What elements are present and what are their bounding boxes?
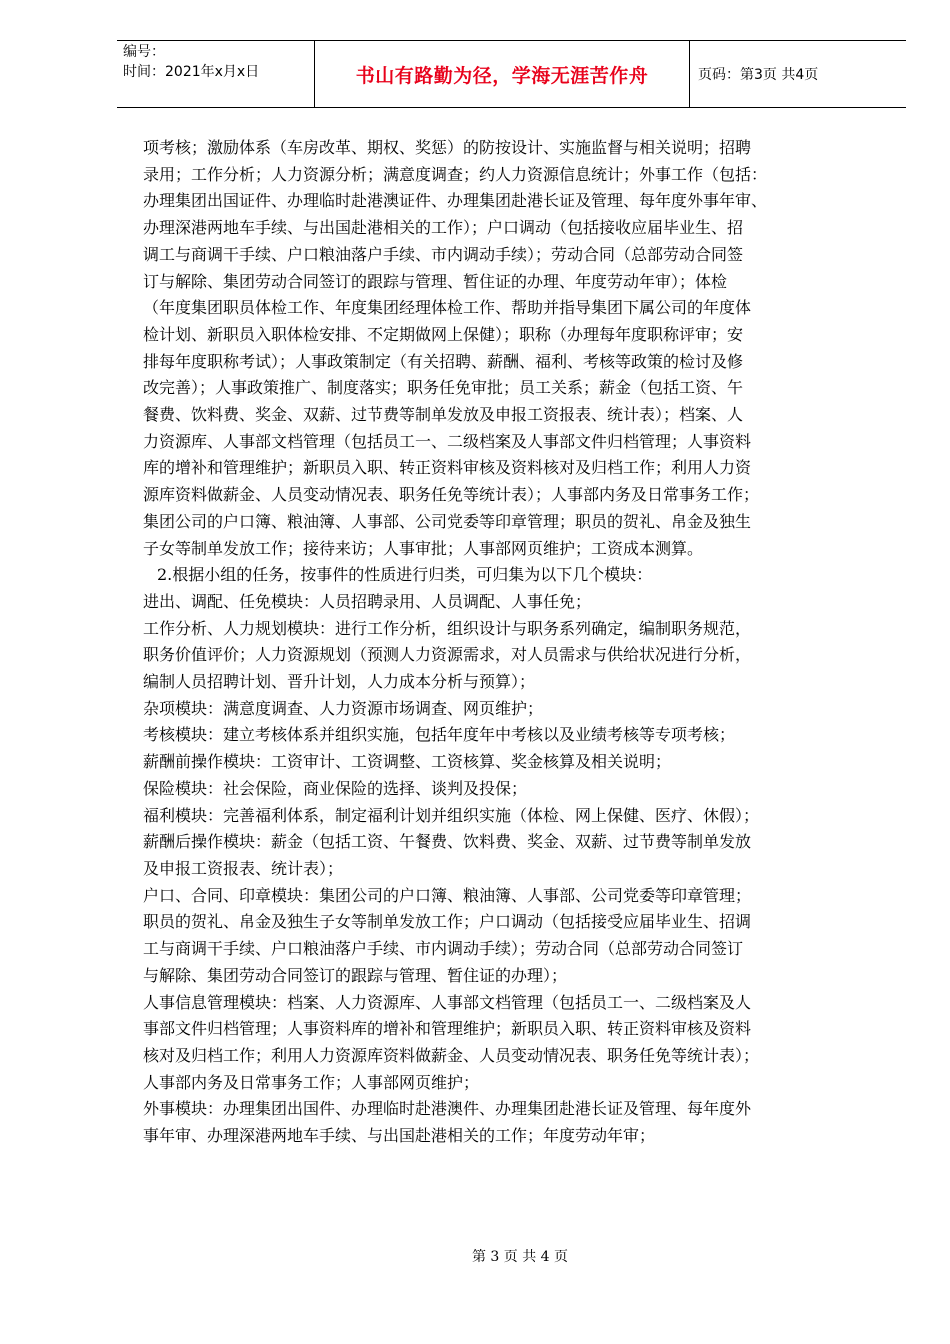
- body-line: 编制人员招聘计划、晋升计划，人力成本分析与预算）；: [143, 672, 536, 692]
- body-line: 人事部内务及日常事务工作；人事部网页维护；: [143, 1072, 480, 1092]
- document-number-label: 编号：: [123, 44, 165, 60]
- page-footer: 第 3 页 共 4 页: [471, 1249, 569, 1265]
- body-line: 核对及归档工作；利用人力资源库资料做薪金、人员变动情况表、职务任免等统计表）；: [143, 1045, 760, 1065]
- header-motto: 书山有路勤为径，学海无涯苦作舟: [315, 41, 690, 107]
- body-line: 职员的贺礼、帛金及独生子女等制单发放工作；户口调动（包括接受应届毕业生、招调: [143, 912, 752, 932]
- body-line: 福利模块：完善福利体系，制定福利计划并组织实施（体检、网上保健、医疗、休假）；: [143, 805, 760, 825]
- body-line: 事部文件归档管理；人事资料库的增补和管理维护；新职员入职、转正资料审核及资料: [143, 1019, 752, 1039]
- body-line: 进出、调配、任免模块：人员招聘录用、人员调配、人事任免；: [143, 591, 592, 611]
- body-line: 保险模块：社会保险，商业保险的选择、谈判及投保；: [143, 778, 528, 798]
- body-line: 户口、合同、印章模块：集团公司的户口簿、粮油簿、人事部、公司党委等印章管理；: [143, 885, 752, 905]
- body-line: 录用；工作分析；人力资源分析；满意度调查；约人力资源信息统计；外事工作（包括：: [143, 164, 768, 184]
- body-line: 改完善）；人事政策推广、制度落实；职务任免审批；员工关系；薪金（包括工资、午: [143, 378, 744, 398]
- body-line: 力资源库、人事部文档管理（包括员工一、二级档案及人事部文件归档管理；人事资料: [143, 431, 752, 451]
- document-body: [143, 135, 888, 1150]
- body-line: 工与商调干手续、户口粮油落户手续、市内调动手续）；劳动合同（总部劳动合同签订: [143, 939, 744, 959]
- body-line: 排每年度职称考试）；人事政策制定（有关招聘、薪酬、福利、考核等政策的检讨及修: [143, 351, 744, 371]
- body-line: 库的增补和管理维护；新职员入职、转正资料审核及资料核对及归档工作；利用人力资: [143, 458, 752, 478]
- body-line: 人事信息管理模块：档案、人力资源库、人事部文档管理（包括员工一、二级档案及人: [143, 992, 752, 1012]
- body-line: 订与解除、集团劳动合同签订的跟踪与管理、暂住证的办理、年度劳动年审）；体检: [143, 271, 728, 291]
- header-page-info: 页码：第3页 共4页: [698, 67, 819, 83]
- page-header: [117, 40, 906, 108]
- header-meta: [117, 41, 315, 107]
- body-line: 薪酬后操作模块：薪金（包括工资、午餐费、饮料费、奖金、双薪、过节费等制单发放: [143, 832, 752, 852]
- body-line: 及申报工资报表、统计表）；: [143, 858, 344, 878]
- body-line: 集团公司的户口簿、粮油簿、人事部、公司党委等印章管理；职员的贺礼、帛金及独生: [143, 511, 752, 531]
- body-line: 事年审、办理深港两地车手续、与出国赴港相关的工作；年度劳动年审；: [143, 1126, 656, 1146]
- body-line: 考核模块：建立考核体系并组织实施，包括年度年中考核以及业绩考核等专项考核；: [143, 725, 736, 745]
- body-line: 办理集团出国证件、办理临时赴港澳证件、办理集团赴港长证及管理、每年度外事年审、: [143, 191, 768, 211]
- body-line: 调工与商调干手续、户口粮油落户手续、市内调动手续）；劳动合同（总部劳动合同签: [143, 244, 744, 264]
- body-line: 外事模块：办理集团出国件、办理临时赴港澳件、办理集团赴港长证及管理、每年度外: [143, 1099, 752, 1119]
- body-line: 薪酬前操作模块：工资审计、工资调整、工资核算、奖金核算及相关说明；: [143, 752, 672, 772]
- body-line: 办理深港两地车手续、与出国赴港相关的工作）；户口调动（包括接收应届毕业生、招: [143, 218, 744, 238]
- body-line: 杂项模块：满意度调查、人力资源市场调查、网页维护；: [143, 698, 544, 718]
- body-line: 2.根据小组的任务，按事件的性质进行归类，可归集为以下几个模块：: [157, 565, 653, 585]
- document-time: 时间：2021年x月x日: [123, 64, 260, 80]
- body-line: 与解除、集团劳动合同签订的跟踪与管理、暂住证的办理）；: [143, 965, 568, 985]
- body-line: 检计划、新职员入职体检安排、不定期做网上保健）；职称（办理每年度职称评审；安: [143, 324, 744, 344]
- body-line: 源库资料做薪金、人员变动情况表、职务任免等统计表）；人事部内务及日常事务工作；: [143, 485, 760, 505]
- body-line: 项考核；激励体系（车房改革、期权、奖惩）的防按设计、实施监督与相关说明；招聘: [143, 138, 752, 157]
- body-line: 餐费、饮料费、奖金、双薪、过节费等制单发放及申报工资报表、统计表）；档案、人: [143, 405, 744, 425]
- body-line: （年度集团职员体检工作、年度集团经理体检工作、帮助并指导集团下属公司的年度体: [143, 298, 752, 318]
- body-line: 工作分析、人力规划模块：进行工作分析，组织设计与职务系列确定，编制职务规范，: [143, 618, 752, 638]
- body-line: 职务价值评价；人力资源规划（预测人力资源需求，对人员需求与供给状况进行分析，: [143, 645, 752, 665]
- body-line: 子女等制单发放工作；接待来访；人事审批；人事部网页维护；工资成本测算。: [143, 538, 704, 558]
